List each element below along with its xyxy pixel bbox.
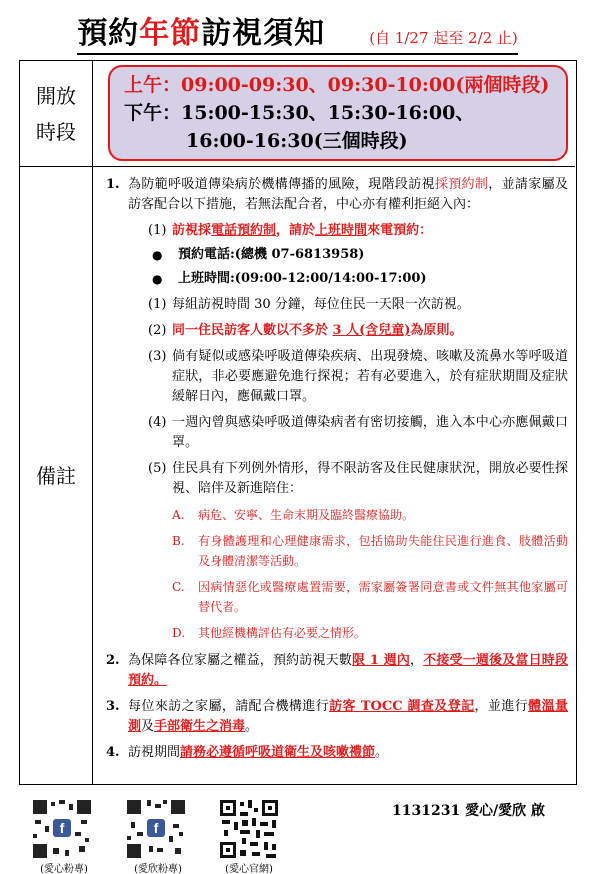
sub-text: 同一住民訪客人數以不多於 (172, 323, 333, 338)
svg-text:f: f (59, 820, 65, 836)
note-text: 為防範呼吸道傳染病於機構傳播的風險，現階段訪視 (128, 177, 435, 192)
qr-code-icon (218, 798, 280, 860)
sub-item (148, 413, 568, 453)
afternoon-hours-line2: 16:00-16:30(三個時段) (186, 130, 408, 152)
sub-num: (1) (148, 223, 167, 238)
notice-table (19, 60, 577, 785)
note-highlight: 限 1 週內 (352, 653, 410, 668)
note-highlight: 請務必遵循呼吸道衛生及咳嗽禮節 (180, 745, 376, 760)
afternoon-hours-line1: 下午：15:00-15:30、15:30-16:00、 (124, 102, 475, 124)
sub-text: 住民具有下列例外情形，得不限訪客及住民健康狀況，開放必要性探視、陪伴及新進陪住： (172, 461, 568, 496)
note-text: ， (410, 653, 424, 668)
title-highlight: 年節 (139, 16, 202, 51)
qr-fb-icon (125, 798, 187, 860)
exception-text: 因病情惡化或醫療處置需要，需家屬簽署同意書或文件無其他家屬可替代者。 (198, 580, 568, 614)
sub-text: 來電預約： (367, 223, 433, 238)
note-text: 每位來訪之家屬，請配合機構進行 (128, 699, 330, 714)
sub-text: ，請於 (276, 223, 316, 238)
notes-row (20, 167, 575, 784)
note-item-3 (106, 697, 568, 737)
title-part1: 預約 (77, 16, 140, 51)
note-text: 訪視期間 (128, 745, 181, 760)
sub-text: 一週內曾與感染呼吸道傳染病者有密切接觸，進入本中心亦應佩戴口罩。 (172, 415, 568, 450)
note-text: ，並進行 (474, 699, 529, 714)
sub-num: (3) (148, 349, 167, 364)
office-hours-line: ● 上班時間:(09:00-12:00/14:00-17:00) (152, 269, 568, 289)
note-highlight: 訪客 TOCC 調查及登記 (329, 699, 475, 714)
qr-caption-3: (愛心官網) (225, 864, 273, 874)
sub-item (148, 295, 568, 315)
qr-caption-2: (愛欣粉專) (134, 864, 182, 874)
hours-label-line2: 時段 (36, 119, 76, 144)
hours-label-line1: 開放 (36, 83, 76, 108)
exception-text: 有身體護理和心理健康需求，包括協助失能住民進行進食、肢體活動及身體清潔等活動。 (198, 534, 568, 568)
note-item-2 (106, 651, 568, 691)
note-text: 及 (141, 719, 155, 734)
sub-text: 為原則。 (410, 323, 463, 338)
note-num: 1. (106, 177, 120, 192)
exception-letter: B. (172, 534, 185, 548)
note-num: 2. (106, 653, 120, 668)
sub-text: 倘有疑似或感染呼吸道傳染疾病、出現發燒、咳嗽及流鼻水等呼吸道症狀，非必要應避免進行探視；若有必要進入，於有症狀期間及症狀緩解日內，應佩戴口罩。 (172, 349, 568, 404)
sub-item (148, 347, 568, 407)
phone-line: ● 預約電話:(總機 07-6813958) (152, 245, 568, 265)
title-part3: 訪視須知 (201, 16, 326, 51)
notes-label: 備註 (20, 167, 93, 784)
qr-fb-icon (31, 798, 93, 860)
qr-code-fb-1[interactable] (31, 798, 93, 860)
sub-highlight: 上班時間 (315, 223, 368, 238)
qr-code-fb-2[interactable] (125, 798, 187, 860)
note-text: ，並請家屬及訪客配合以下措施，若無法配合者，中心亦有權利拒絕入內： (128, 177, 568, 212)
note-item-4 (106, 743, 568, 763)
sub-num: (5) (148, 461, 167, 476)
exception-text: 病危、安寧、生命末期及臨終醫療協助。 (198, 508, 415, 522)
qr-code-website[interactable] (218, 798, 280, 860)
footer (0, 794, 595, 874)
note-item-1 (106, 175, 568, 643)
exception-item (172, 577, 568, 617)
sub-num: (2) (148, 323, 167, 338)
note-highlight: 採預約制 (434, 177, 489, 192)
hours-row (20, 61, 575, 167)
exception-item (172, 623, 568, 643)
note-highlight: 體溫量測 (128, 699, 568, 734)
svg-text:f: f (153, 820, 159, 836)
qr-caption-1: (愛心粉專) (40, 864, 88, 874)
sub-item (148, 459, 568, 499)
sub-item (148, 221, 568, 241)
sub-text: 每組訪視時間 30 分鐘，每位住民一天限一次訪視。 (172, 297, 470, 312)
sub-highlight: 電話預約制 (211, 223, 277, 238)
page-title (0, 8, 595, 55)
exception-text: 其他經機構評估有必要之情形。 (198, 626, 367, 640)
note-num: 4. (106, 745, 120, 760)
hours-label (20, 61, 93, 166)
note-highlight: 不接受一週後及當日時段預約。 (128, 653, 568, 688)
note-text: 。 (245, 719, 259, 734)
note-text: 為保障各位家屬之權益，預約訪視天數 (128, 653, 353, 668)
note-highlight: 手部衛生之消毒 (154, 719, 246, 734)
sub-num: (4) (148, 415, 167, 430)
morning-hours: 上午：09:00-09:30、09:30-10:00(兩個時段) (124, 74, 550, 96)
hours-box (108, 65, 568, 161)
exception-item (172, 531, 568, 571)
sub-item (148, 321, 568, 341)
signature: 1131231 愛心/愛欣 啟 (392, 803, 546, 819)
exception-letter: D. (172, 626, 186, 640)
exception-item (172, 505, 568, 525)
exception-letter: A. (172, 508, 185, 522)
exception-letter: C. (172, 580, 185, 594)
sub-highlight: 3 人(含兒童) (332, 323, 411, 338)
sub-text: 訪視採 (172, 223, 212, 238)
notes-content (106, 175, 568, 769)
sub-num: (1) (148, 297, 167, 312)
note-num: 3. (106, 699, 120, 714)
note-text: 。 (375, 745, 389, 760)
title-date-range: (自 1/27 起至 2/2 止) (369, 29, 518, 47)
